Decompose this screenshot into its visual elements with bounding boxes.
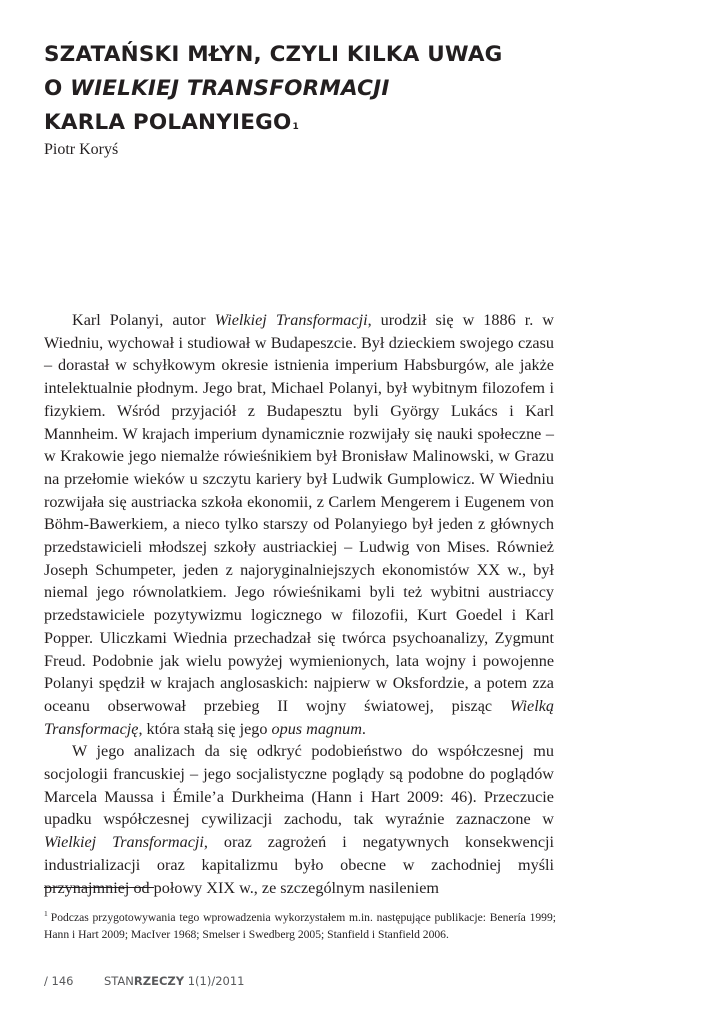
footnote <box>44 905 556 943</box>
author-name: Piotr Koryś <box>44 141 119 158</box>
title-line-3 <box>44 106 564 140</box>
footnote-mark: 1 <box>44 909 48 918</box>
italic-text-run: Wielkiej Transformacji <box>44 833 204 852</box>
text-run: , która stałą się jego <box>138 719 272 738</box>
journal-issue: 1(1)/2011 <box>184 974 245 988</box>
text-run: . <box>361 719 366 738</box>
italic-text-run: opus magnum <box>271 719 362 738</box>
page-footer <box>44 974 244 988</box>
article-title <box>44 38 564 140</box>
body-paragraph-1 <box>44 309 554 740</box>
text-run: Karl Polanyi, autor <box>72 311 215 329</box>
page-number: / 146 <box>44 974 74 988</box>
journal-name-bold: RZECZY <box>133 974 185 988</box>
footnote-text: Podczas przygotowywania tego wprowadzenia wykorzystałem m.in. następujące publikacje: Benería 1999; Hann i Hart 2009; MacIver 1968; Smelser i Swedberg 2005; Stanfield i Stanfield 2006. <box>44 910 556 941</box>
body-paragraph-2 <box>44 740 554 899</box>
italic-text-run: Wielkiej Transformacji <box>214 311 368 329</box>
title-line-2-prefix: O <box>44 76 71 101</box>
italic-text-run: Wielką Transformację <box>44 696 554 738</box>
text-run: , urodził się w 1886 r. w Wiedniu, wychował i studiował w Budapeszcie. Był dzieckiem swojego czasu – dorastał w schyłkowym okresie istnienia imperium Habsburgów, ale jakże intelektualnie płodnym. Jego brat, Michael Polanyi, był wybitnym filozofem i fizykiem. Wśród przyjaciół z Budapesztu byli György Lukács i Karl Mannheim. W krajach imperium dynamicznie rozwijały się nauki społeczne – w Krakowie jego niemalże rówieśnikiem był Bronisław Malinowski, w Grazu na przełomie wieków u szczytu kariery był Ludwik Gumplowicz. W Wiedniu rozwijała się austriacka szkoła ekonomii, z Carlem Mengerem i Eugenem von Böhm-Bawerkiem, a nieco tylko starszy od Polanyiego był jeden z głównych przedstawicieli młodszej szkoły austriackiej – Ludwig von Mises. Również Joseph Schumpeter, jeden z najoryginalniejszych ekonomistów XX w., był niemal jego równolatkiem. Jego rówieśnikami byli też wybitni austriaccy przedstawiciele pozytywizmu logicznego w filozofii, Kurt Goedel i Karl Popper. Uliczkami Wiednia przechadzał się twórca psychoanalizy, Zygmunt Freud. Podobnie jak wielu powyżej wymienionych, lata wojny i powojenne Polanyi spędził w krajach anglosaskich: najpierw w Oksfordzie, a potem zza oceanu obserwował przebieg II wojny światowej, pisząc <box>44 311 554 715</box>
journal-name-prefix: STAN <box>104 974 134 988</box>
text-run: W jego analizach da się odkryć podobieństwo do współczesnej mu socjologii francuskiej – jego socjalistyczne poglądy są podobne do poglądów Marcela Maussa i Émile’a Durkheima (Hann i Hart 2009: 46). Przeczucie upadku współczesnej cywilizacji zachodu, tak wyraźnie zaznaczone w <box>44 742 554 829</box>
title-line-2 <box>44 72 564 106</box>
title-line-3-text: KARLA POLANYIEGO <box>44 110 292 135</box>
article-body <box>44 309 554 899</box>
title-line-1: SZATAŃSKI MŁYN, CZYLI KILKA UWAG <box>44 42 503 67</box>
title-line-2-italic: WIELKIEJ TRANSFORMACJI <box>70 76 390 101</box>
footnote-divider <box>44 887 154 888</box>
text-run: , oraz zagrożeń i negatywnych konsekwencji industrializacji oraz kapitalizmu było obecne w zachodniej myśli przynajmniej od połowy XIX w., ze szczególnym nasileniem <box>44 833 554 897</box>
title-footnote-mark[interactable]: 1 <box>292 122 299 132</box>
